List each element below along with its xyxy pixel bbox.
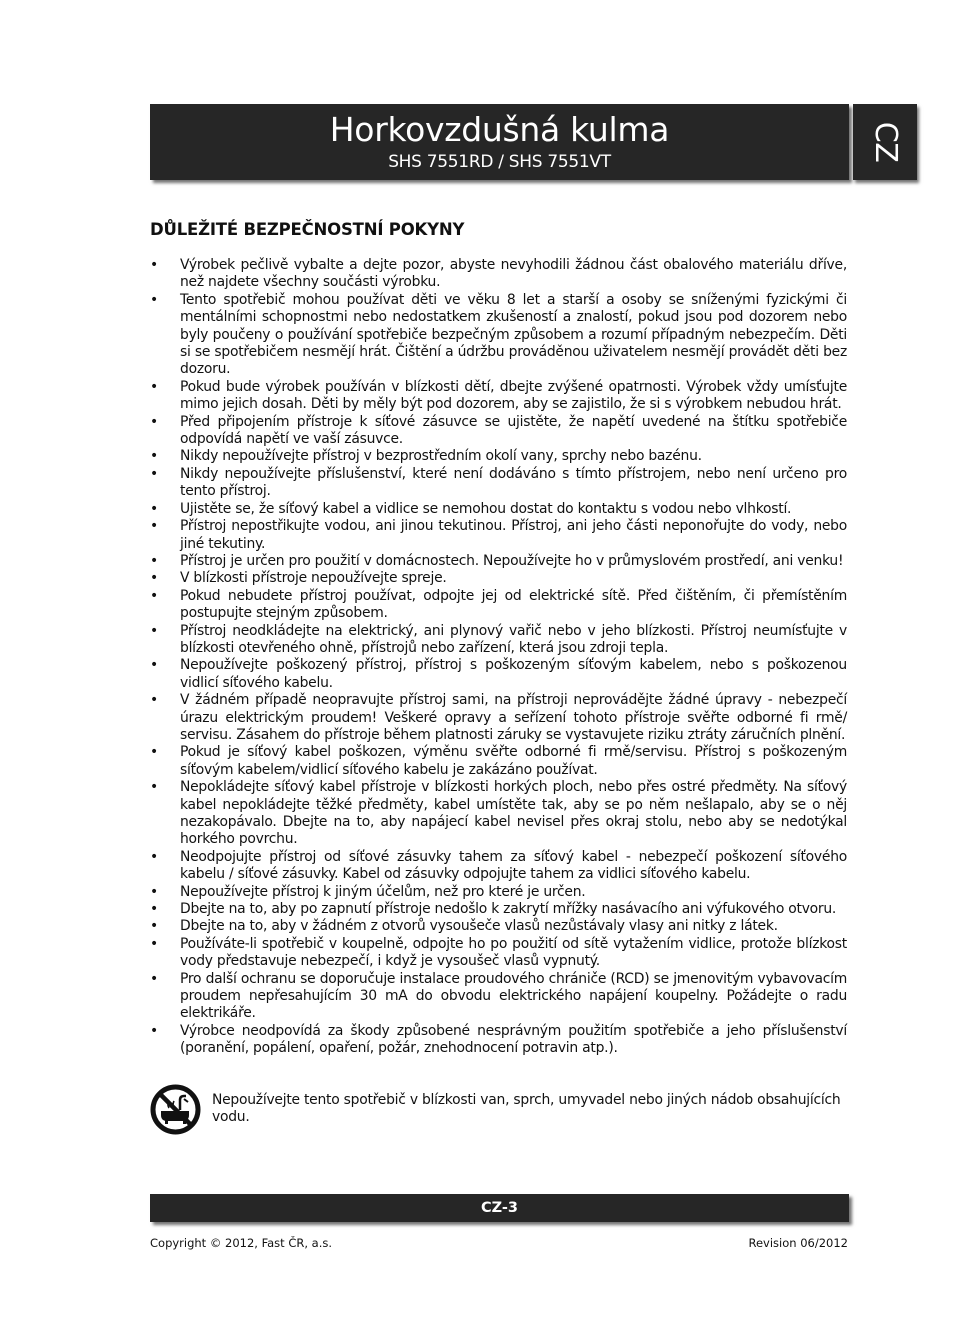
list-item: • Pokud bude výrobek používán v blízkosti dětí, dbejte zvýšené opatrnosti. Výrobek vždy umísťujte mimo jejich dosah. Děti by měly být pod dozorem, aby se zajistilo, že si s výrobkem nebudou hrát. [150,379,847,414]
list-item: • Neodpojujte přístroj od síťové zásuvky tahem za síťový kabel - nebezpečí poškození síťového kabelu / síťové zásuvky. Kabel od zásuvky odpojujte tahem za vidlici síťového kabelu. [150,849,847,884]
header-bar [150,104,849,180]
warning-text: Nepoužívejte tento spotřebič v blízkosti van, sprch, umyvadel nebo jiných nádob obsahujících vodu. [212,1092,841,1126]
page-title: Horkovzdušná kulma [329,110,670,149]
revision: Revision 06/2012 [748,1236,848,1250]
copyright: Copyright © 2012, Fast ČR, a.s. [150,1236,333,1250]
list-item: • Před připojením přístroje k síťové zásuvce se ujistěte, že napětí uvedené na štítku spotřebiče odpovídá napětí ve vaší zásuvce. [150,414,847,449]
page-number-bar [150,1194,849,1222]
list-item: • Tento spotřebič mohou používat děti ve věku 8 let a starší a osoby se sníženými fyzickými či mentálními schopnostmi nebo nedostatkem zkušeností a znalostí, pokud jsou pod dozorem nebo byly poučeny o používání spotřebiče bezpečným způsobem a rozumí případným nebezpečím. Děti si se spotřebičem nesmějí hrát. Čištění a údržbu prováděnou uživatelem nesmějí provádět děti bez dozoru. [150,292,847,379]
model-subtitle: SHS 7551RD / SHS 7551VT [388,152,611,172]
list-item: • Nepoužívejte poškozený přístroj, přístroj s poškozeným síťovým kabelem, nebo s poškozenou vidlicí síťového kabelu. [150,657,847,692]
list-item: • Výrobek pečlivě vybalte a dejte pozor, abyste nevyhodili žádnou část obalového materiálu dříve, než najdete všechny součásti výrobku. [150,257,847,292]
language-label: CZ [868,121,903,163]
list-item: • V žádném případě neopravujte přístroj sami, na přístroji neprovádějte žádné úpravy - nebezpečí úrazu elektrickým proudem! Veškeré opravy a seřízení tohoto přístroje svěřte odborné fi rmě/ servisu. Zásahem do přístroje během platnosti záruky se vystavujete riziku ztráty záručních plnění. [150,692,847,744]
list-item: • Dbejte na to, aby po zapnutí přístroje nedošlo k zakrytí mřížky nasávacího ani výfukového otvoru. [150,901,847,918]
list-item: • Pokud nebudete přístroj používat, odpojte jej od elektrické sítě. Před čištěním, či přemístěním postupujte stejným způsobem. [150,588,847,623]
safety-list [150,257,847,1058]
list-item: • V blízkosti přístroje nepoužívejte spreje. [150,570,847,587]
list-item: • Ujistěte se, že síťový kabel a vidlice se nemohou dostat do kontaktu s vodou nebo vlhkostí. [150,501,847,518]
list-item: • Nikdy nepoužívejte přístroj v bezprostředním okolí vany, sprchy nebo bazénu. [150,448,847,465]
section-heading: DŮLEŽITÉ BEZPEČNOSTNÍ POKYNY [150,220,465,239]
list-item: • Nikdy nepoužívejte příslušenství, které není dodáváno s tímto přístrojem, nebo není určeno pro tento přístroj. [150,466,847,501]
list-item: • Nepokládejte síťový kabel přístroje v blízkosti horkých ploch, nebo přes ostré předměty. Na síťový kabel nepokládejte těžké předměty, kabel umístěte tak, aby se po něm nešlapalo, aby se o něj nezakopávalo. Dbejte na to, aby napájecí kabel nevisel přes okraj stolu, nebo aby se nedotýkal horkého povrchu. [150,779,847,849]
list-item: • Pokud je síťový kabel poškozen, výměnu svěřte odborné fi rmě/servisu. Přístroj s poškozeným síťovým kabelem/vidlicí síťového kabelu je zakázáno používat. [150,744,847,779]
list-item: • Nepoužívejte přístroj k jiným účelům, než pro které je určen. [150,884,847,901]
list-item: • Používáte-li spotřebič v koupelně, odpojte ho po použití od sítě vytažením vidlice, protože blízkost vody představuje nebezpečí, i když je vysoušeč vlasů vypnutý. [150,936,847,971]
list-item: • Pro další ochranu se doporučuje instalace proudového chrániče (RCD) se jmenovitým vybavovacím proudem nepřesahujícím 30 mA do obvodu elektrického napájení koupelny. Požádejte o radu elektrikáře. [150,971,847,1023]
page-number: CZ-3 [480,1200,518,1216]
list-item: • Přístroj nepostřikujte vodou, ani jinou tekutinou. Přístroj, ani jeho části neponořujte do vody, nebo jiné tekutiny. [150,518,847,553]
list-item: • Přístroj neodkládejte na elektrický, ani plynový vařič nebo v jeho blízkosti. Přístroj neumísťujte v blízkosti otevřeného ohně, přístrojů nebo zařízení, která jsou zdroji tepla. [150,623,847,658]
list-item: • Dbejte na to, aby v žádném z otvorů vysoušeče vlasů nezůstávaly vlasy ani nitky z látek. [150,918,847,935]
list-item: • Výrobce neodpovídá za škody způsobené nesprávným použitím spotřebiče a jeho příslušenství (poranění, popálení, opaření, požár, znehodnocení potravin atp.). [150,1023,847,1058]
no-bath-icon [150,1084,201,1135]
language-tab [853,104,917,180]
list-item: • Přístroj je určen pro použití v domácnostech. Nepoužívejte ho v průmyslovém prostředí, ani venku! [150,553,847,570]
